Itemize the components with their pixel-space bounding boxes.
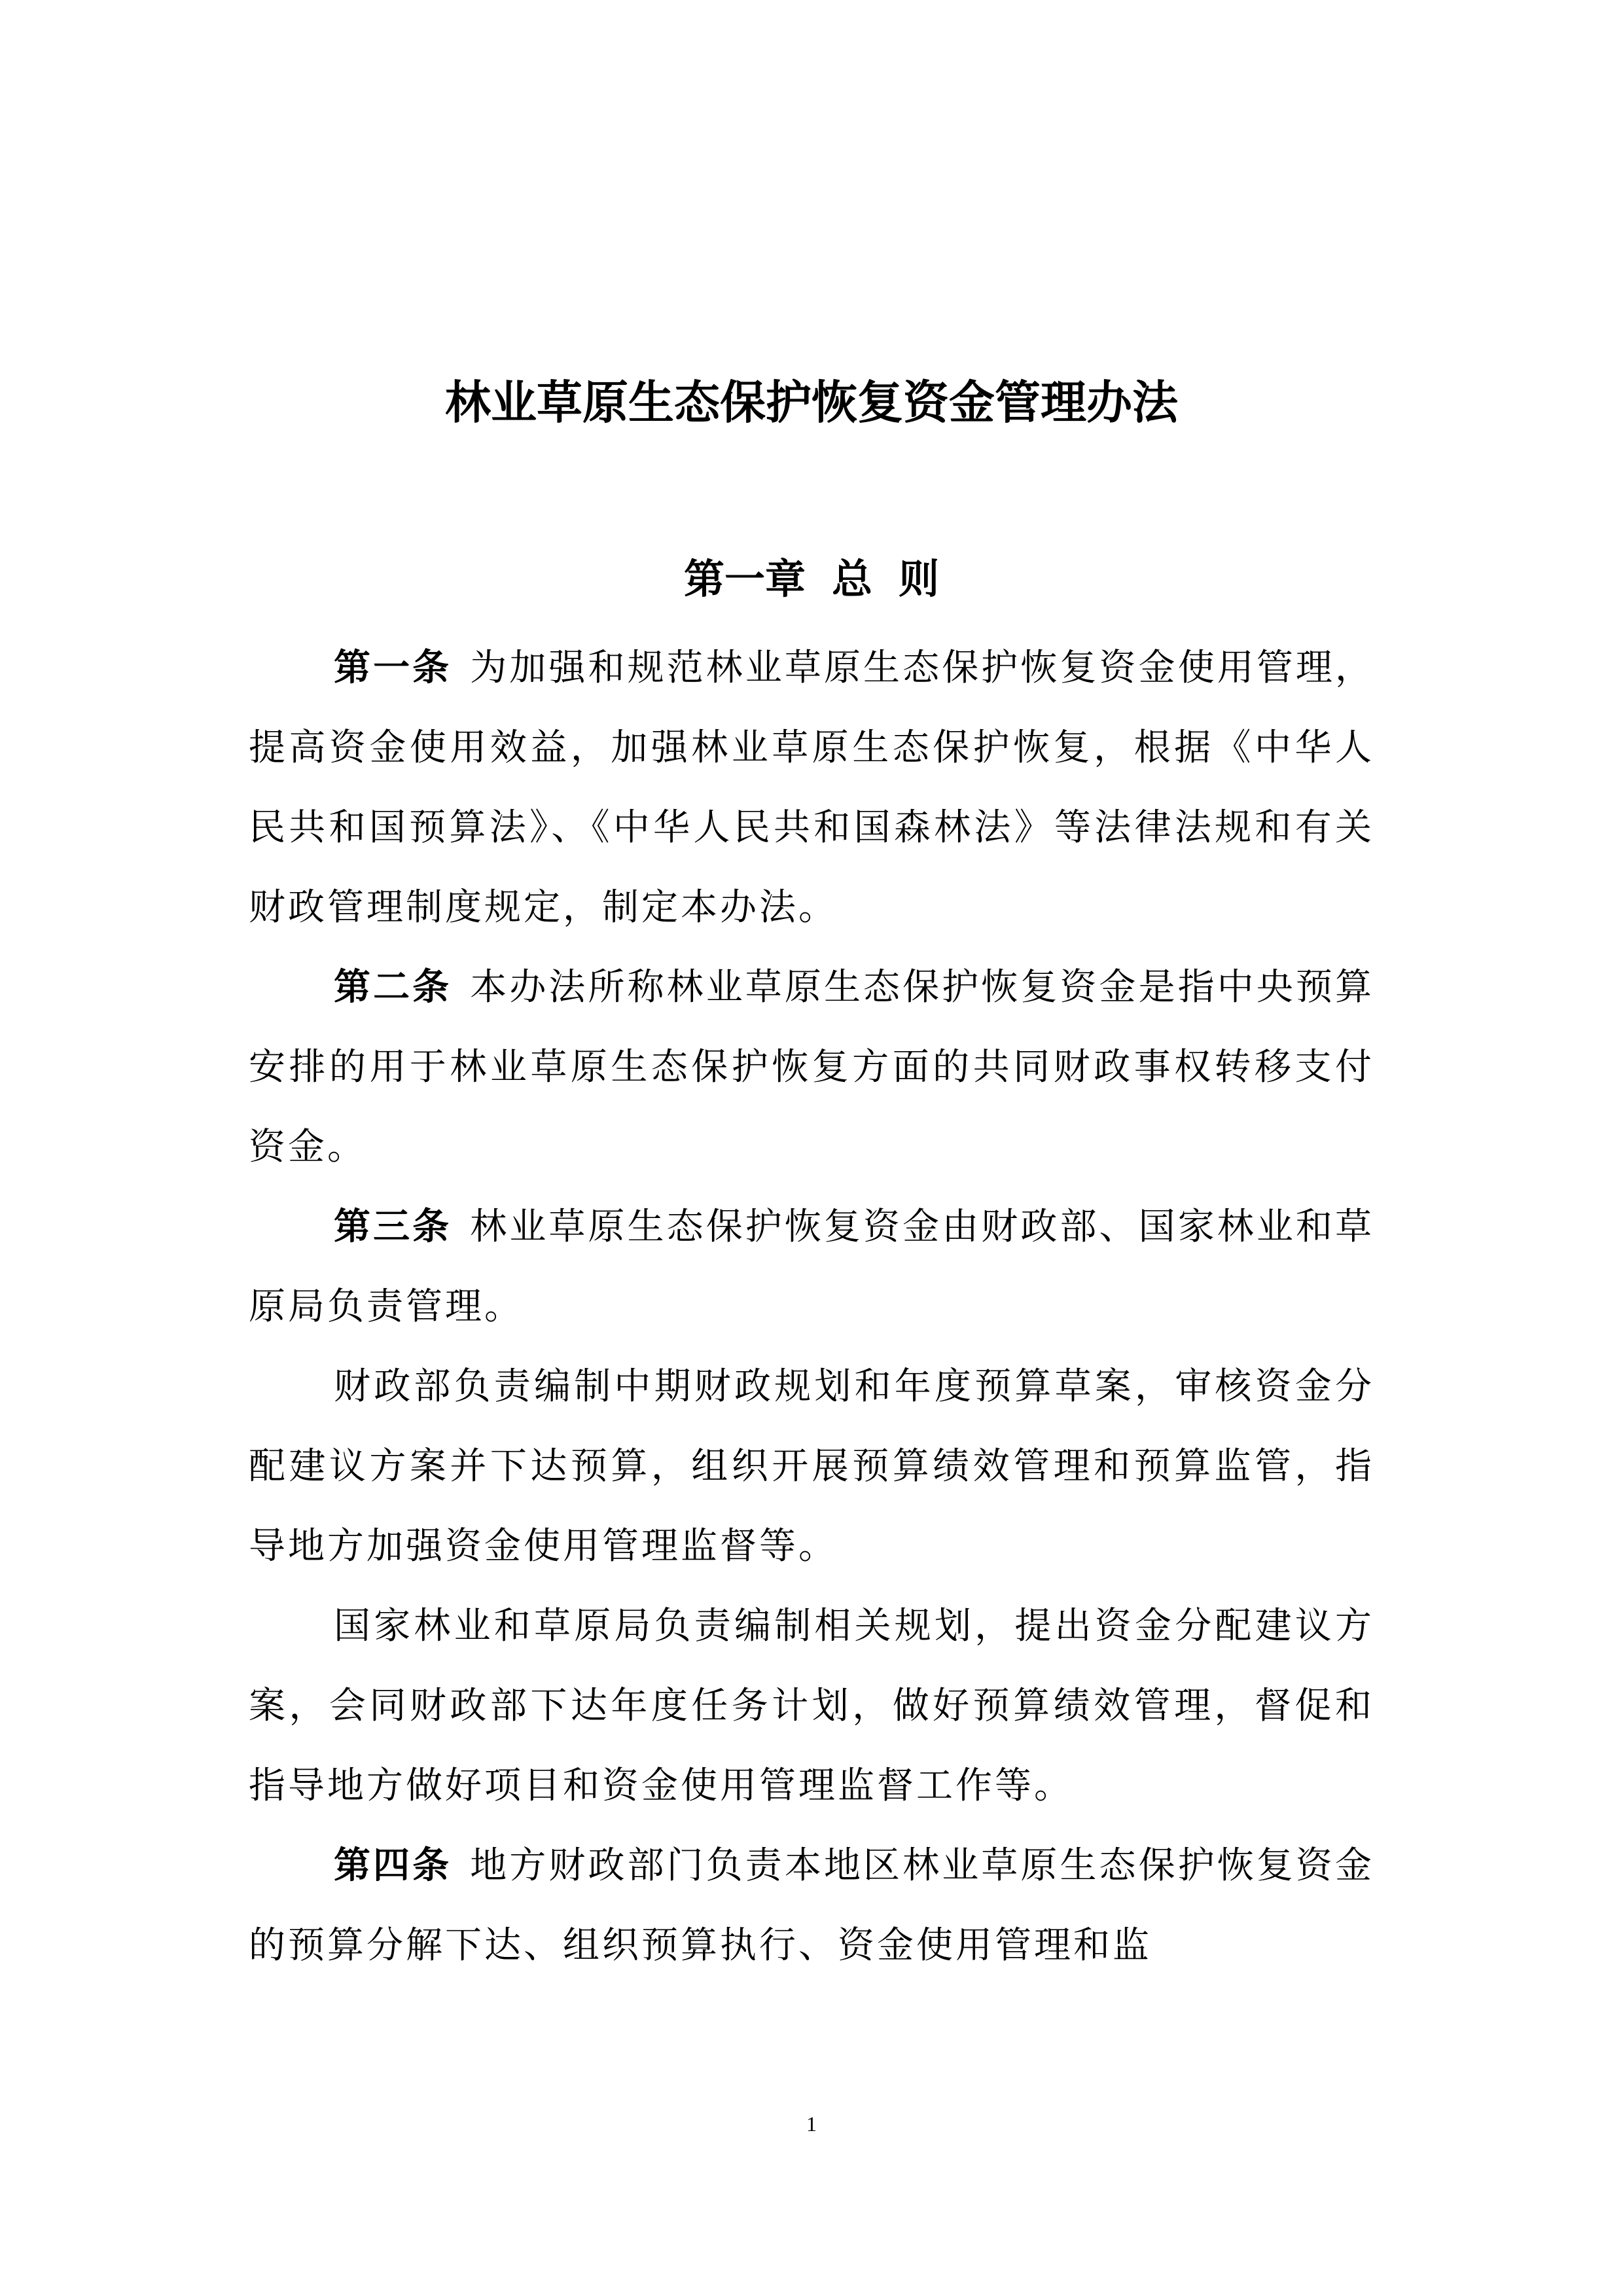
paragraph-article-3-sub-1 [249, 1347, 1374, 1587]
article-number: 第一条 [334, 647, 452, 689]
chapter-name-first: 总 [831, 555, 872, 603]
paragraph-article-1 [249, 628, 1374, 948]
page-number: 1 [806, 2112, 817, 2136]
document-body [249, 628, 1374, 1986]
article-number: 第三条 [334, 1206, 452, 1248]
chapter-name-second: 则 [899, 555, 940, 603]
document-title: 林业草原生态保护恢复资金管理办法 [445, 376, 1178, 429]
article-text: 财政部负责编制中期财政规划和年度预算草案，审核资金分配建议方案并下达预算，组织开展预算绩效管理和预算监管，指导地方加强资金使用管理监督等。 [249, 1365, 1374, 1568]
paragraph-article-3 [249, 1187, 1374, 1347]
chapter-heading [0, 543, 1623, 615]
article-text: 地方财政部门负责本地区林业草原生态保护恢复资金的预算分解下达、组织预算执行、资金使用管理和监 [249, 1844, 1375, 1967]
article-text: 为加强和规范林业草原生态保护恢复资金使用管理，提高资金使用效益，加强林业草原生态保护恢复，根据《中华人民共和国预算法》、《中华人民共和国森林法》等法律法规和有关财政管理制度规定，制定本办法。 [249, 647, 1375, 929]
article-number: 第四条 [334, 1844, 452, 1887]
paragraph-article-3-sub-2 [249, 1587, 1374, 1826]
article-text: 本办法所称林业草原生态保护恢复资金是指中央预算安排的用于林业草原生态保护恢复方面的共同财政事权转移支付资金。 [249, 966, 1375, 1168]
article-number: 第二条 [334, 966, 452, 1009]
paragraph-article-4 [249, 1826, 1374, 1986]
paragraph-article-2 [249, 948, 1374, 1187]
chapter-number: 第一章 [683, 555, 806, 603]
article-text: 国家林业和草原局负责编制相关规划，提出资金分配建议方案，会同财政部下达年度任务计划，做好预算绩效管理，督促和指导地方做好项目和资金使用管理监督工作等。 [249, 1605, 1374, 1807]
article-text: 林业草原生态保护恢复资金由财政部、国家林业和草原局负责管理。 [249, 1206, 1375, 1328]
